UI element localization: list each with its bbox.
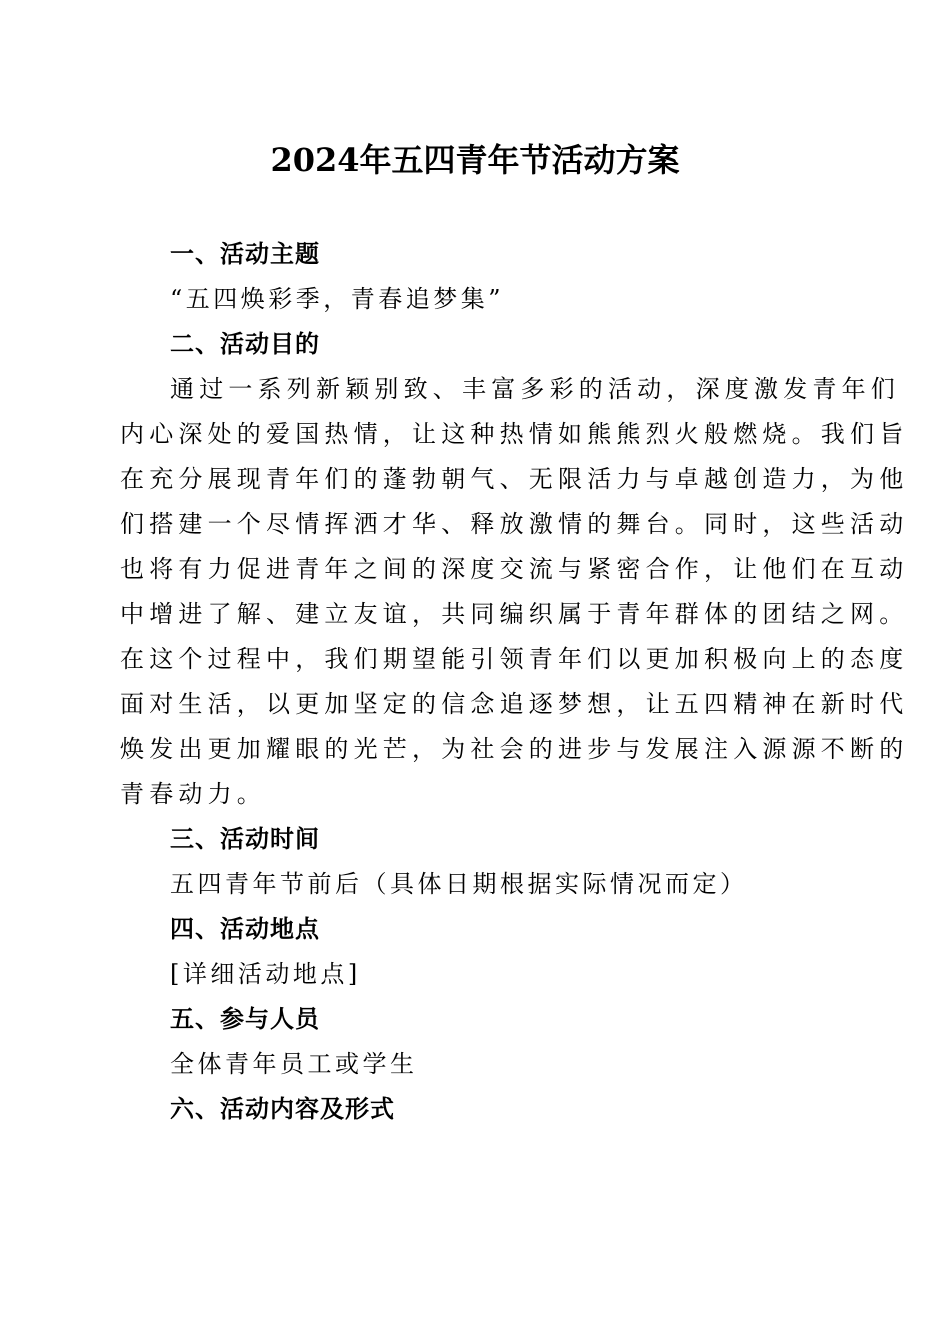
section-heading-content: 六、活动内容及形式	[170, 1095, 395, 1123]
purpose-line: 也将有力促进青年之间的深度交流与紧密合作，让他们在互动	[120, 555, 909, 583]
section-heading-theme: 一、活动主题	[170, 240, 320, 268]
section-heading-time: 三、活动时间	[170, 825, 320, 853]
section-heading-purpose: 二、活动目的	[170, 330, 320, 358]
purpose-line: 在充分展现青年们的蓬勃朝气、无限活力与卓越创造力，为他	[120, 465, 909, 493]
purpose-line: 在这个过程中，我们期望能引领青年们以更加积极向上的态度	[120, 645, 909, 673]
time-text: 五四青年节前后（具体日期根据实际情况而定）	[170, 870, 748, 898]
document-title: 2024年五四青年节活动方案	[270, 141, 680, 179]
location-text: [详细活动地点]	[170, 960, 361, 988]
participants-text: 全体青年员工或学生	[170, 1050, 418, 1078]
document-body	[120, 232, 909, 1132]
purpose-line: 中增进了解、建立友谊，共同编织属于青年群体的团结之网。	[120, 600, 909, 628]
purpose-line: 焕发出更加耀眼的光芒，为社会的进步与发展注入源源不断的	[120, 735, 909, 763]
purpose-line: 们搭建一个尽情挥洒才华、释放激情的舞台。同时，这些活动	[120, 510, 909, 538]
purpose-line: 通过一系列新颖别致、丰富多彩的活动，深度激发青年们	[170, 375, 900, 403]
purpose-line: 青春动力。	[120, 780, 266, 808]
purpose-line: 内心深处的爱国热情，让这种热情如熊熊烈火般燃烧。我们旨	[120, 420, 909, 448]
section-heading-participants: 五、参与人员	[170, 1005, 320, 1033]
theme-text: “五四焕彩季，青春追梦集”	[170, 285, 505, 313]
section-heading-location: 四、活动地点	[170, 915, 320, 943]
purpose-line: 面对生活，以更加坚定的信念追逐梦想，让五四精神在新时代	[120, 690, 909, 718]
